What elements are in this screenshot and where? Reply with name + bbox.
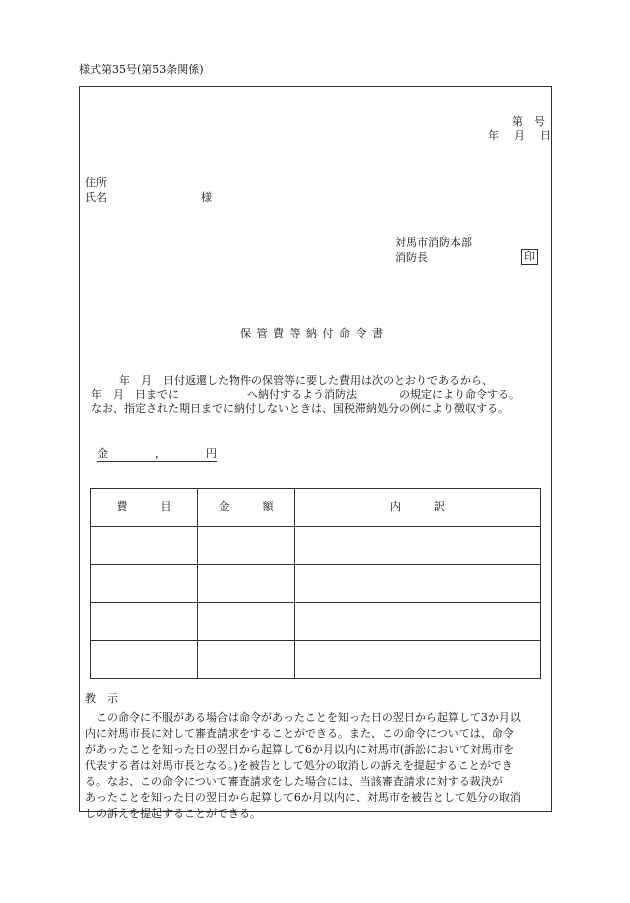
body-line-3: なお、指定された期日までに納付しないときは、国税滞納処分の例により徴収する。 xyxy=(91,402,509,415)
form-number-label: 様式第35号(第53条関係) xyxy=(79,63,204,76)
notice-line: この命令に不服がある場合は命令があったことを知った日の翌日から起算して3か月以 xyxy=(85,711,521,724)
table-cell-amount[interactable] xyxy=(198,641,295,679)
notice-line: 内に対馬市長に対して審査請求をすることができる。また、この命令については、命令 xyxy=(85,727,514,740)
table-row xyxy=(91,527,541,565)
address-label: 住所 xyxy=(85,176,107,189)
notice-line: 代表する者は対馬市長となる。)を被告として処分の取消しの訴えを提起することができ xyxy=(85,759,513,772)
notice-line: しの訴えを提起することができる。 xyxy=(85,807,261,820)
document-date-line: 年 月 日 xyxy=(488,129,553,142)
name-label: 氏名 xyxy=(85,191,107,204)
table-cell-amount[interactable] xyxy=(198,565,295,603)
fee-table xyxy=(90,488,541,679)
notice-heading: 教 示 xyxy=(85,692,118,705)
table-header-row xyxy=(91,489,541,527)
table-cell-breakdown[interactable] xyxy=(295,641,541,679)
issuer-organization: 対馬市消防本部 xyxy=(395,236,472,249)
table-cell-item[interactable] xyxy=(91,527,198,565)
body-line-2-deadline: 年 月 日までに xyxy=(91,388,179,401)
amount-suffix: 円 xyxy=(206,447,217,460)
document-title: 保 管 費 等 納 付 命 令 書 xyxy=(240,327,384,340)
body-line-1: 年 月 日付返還した物件の保管等に要した費用は次のとおりであるから、 xyxy=(119,374,493,387)
column-header-breakdown: 内 訳 xyxy=(295,489,541,527)
table-cell-breakdown[interactable] xyxy=(295,603,541,641)
table-cell-item[interactable] xyxy=(91,641,198,679)
body-line-2-payee: へ納付するよう消防法 xyxy=(247,388,357,401)
table-cell-amount[interactable] xyxy=(198,603,295,641)
honorific-sama: 様 xyxy=(201,191,212,204)
table-cell-item[interactable] xyxy=(91,603,198,641)
amount-prefix: 金 xyxy=(97,447,108,460)
body-line-2-clause: の規定により命令する。 xyxy=(399,388,520,401)
notice-line: あったことを知った日の翌日から起算して6か月以内に、対馬市を被告として処分の取消 xyxy=(85,791,521,804)
notice-line: る。なお、この命令について審査請求をした場合には、当該審査請求に対する裁決が xyxy=(85,775,503,788)
notice-line: があったことを知った日の翌日から起算して6か月以内に対馬市(訴訟において対馬市を xyxy=(85,743,515,756)
table-row xyxy=(91,641,541,679)
table-cell-amount[interactable] xyxy=(198,527,295,565)
table-row xyxy=(91,565,541,603)
table-cell-item[interactable] xyxy=(91,565,198,603)
table-cell-breakdown[interactable] xyxy=(295,565,541,603)
column-header-item: 費 目 xyxy=(91,489,198,527)
issuer-title: 消防長 xyxy=(395,251,428,264)
table-cell-breakdown[interactable] xyxy=(295,527,541,565)
seal-mark xyxy=(521,249,538,265)
column-header-amount: 金 額 xyxy=(198,489,295,527)
table-row xyxy=(91,603,541,641)
amount-separator: ， xyxy=(155,447,166,460)
seal-label: 印 xyxy=(521,249,538,265)
notice-body xyxy=(85,710,545,822)
document-number-line: 第 号 xyxy=(512,115,545,128)
